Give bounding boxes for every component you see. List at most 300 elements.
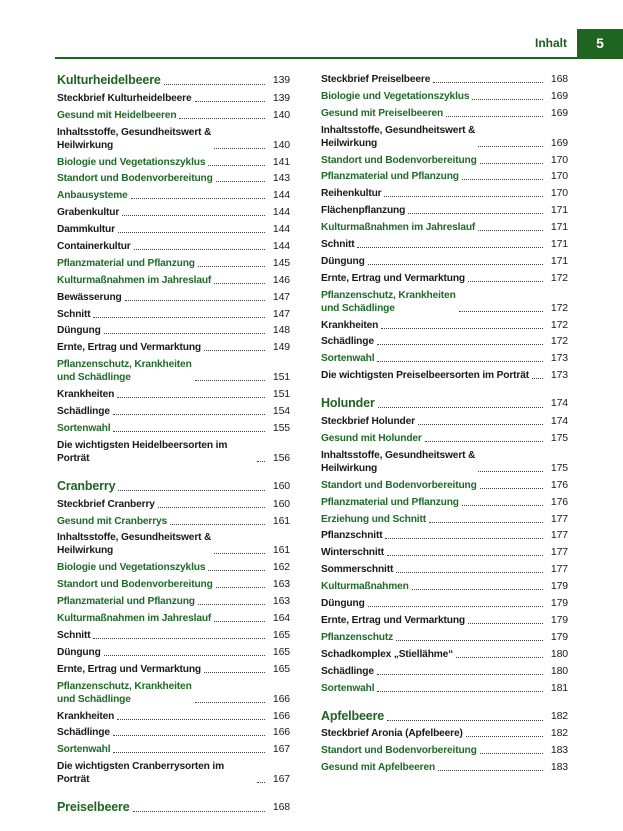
toc-entry-title: Düngung — [321, 255, 365, 267]
toc-entry-page: 140 — [272, 138, 290, 151]
toc-entry-page: 183 — [550, 761, 568, 774]
toc-entry-title: Bewässerung — [57, 291, 122, 303]
section-title: Inhalt — [535, 36, 567, 50]
dot-leader — [396, 572, 543, 573]
dot-leader — [396, 640, 543, 641]
toc-entry-page: 175 — [550, 432, 568, 445]
toc-entry[interactable] — [321, 204, 568, 217]
toc-entry-page: 172 — [550, 318, 568, 331]
toc-entry[interactable] — [57, 710, 290, 723]
toc-entry-page: 163 — [272, 578, 290, 591]
toc-entry-title: Kulturmaßnahmen — [321, 581, 409, 593]
toc-entry-title: Sortenwahl — [321, 682, 375, 694]
toc-entry[interactable] — [57, 405, 290, 418]
toc-entry[interactable] — [321, 496, 568, 509]
toc-entry-page: 147 — [272, 307, 290, 320]
toc-entry-page: 172 — [550, 301, 568, 314]
dot-leader — [134, 249, 265, 250]
toc-entry-title: Schnitt — [57, 629, 91, 641]
toc-entry-page: 154 — [272, 405, 290, 418]
toc-entry-page: 161 — [272, 544, 290, 557]
toc-entry[interactable] — [57, 109, 290, 122]
dot-leader — [377, 674, 543, 675]
toc-entry-page: 140 — [272, 108, 290, 121]
toc-entry[interactable] — [321, 513, 568, 526]
dot-leader — [113, 414, 265, 415]
toc-entry[interactable] — [57, 257, 290, 270]
toc-entry[interactable] — [321, 665, 568, 678]
dot-leader — [214, 553, 265, 554]
toc-entry-title: Pflanzenschutz, Krankheiten und Schädlinge — [57, 680, 192, 705]
toc-entry[interactable] — [57, 743, 290, 756]
toc-entry[interactable] — [57, 760, 290, 786]
toc-entry-page: 181 — [550, 681, 568, 694]
dot-leader — [459, 311, 543, 312]
toc-entry-title: Kulturmaßnahmen im Jahreslauf — [57, 613, 212, 625]
dot-leader — [117, 719, 265, 720]
toc-entry-page: 170 — [550, 187, 568, 200]
toc-entry-title: Dammkultur — [57, 224, 115, 236]
toc-entry-page: 139 — [272, 74, 290, 86]
toc-entry[interactable] — [57, 680, 290, 706]
dot-leader — [104, 655, 265, 656]
dot-leader — [93, 638, 265, 639]
toc-entry[interactable] — [321, 631, 568, 644]
toc-entry-title: Inhaltsstoffe, Gesundheitswert & Heilwirkung — [321, 124, 476, 149]
toc-entry-title: Biologie und Vegetationszyklus — [57, 156, 206, 168]
dot-leader — [412, 589, 543, 590]
toc-entry-title: Inhaltsstoffe, Gesundheitswert & Heilwirkung — [321, 449, 476, 474]
toc-entry-page: 175 — [550, 461, 568, 474]
toc-entry[interactable] — [57, 663, 290, 676]
toc-entry-page: 151 — [272, 388, 290, 401]
toc-entry-title: Pflanzenschutz, Krankheiten und Schädlinge — [57, 359, 192, 384]
toc-entry[interactable] — [57, 92, 290, 105]
toc-entry-page: 168 — [550, 73, 568, 85]
toc-entry[interactable] — [57, 422, 290, 435]
toc-entry-page: 180 — [550, 647, 568, 660]
toc-entry[interactable] — [57, 126, 290, 152]
dot-leader — [377, 344, 543, 345]
toc-entry-page: 167 — [272, 743, 290, 756]
dot-leader — [257, 461, 265, 462]
toc-entry-page: 161 — [272, 514, 290, 527]
toc-entry-page: 148 — [272, 324, 290, 337]
toc-entry-title: Gesund mit Cranberrys — [57, 515, 168, 527]
dot-leader — [387, 555, 543, 556]
toc-entry-page: 147 — [272, 290, 290, 303]
toc-entry-title: Kulturheidelbeere — [57, 73, 161, 87]
toc-entry-page: 149 — [272, 341, 290, 354]
toc-entry-page: 170 — [550, 153, 568, 166]
toc-entry-page: 139 — [272, 91, 290, 104]
toc-entry-title: Sortenwahl — [321, 353, 375, 365]
toc-entry[interactable] — [321, 255, 568, 268]
toc-entry[interactable] — [57, 223, 290, 236]
toc-entry-title: Pflanzmaterial und Pflanzung — [321, 496, 459, 508]
dot-leader — [368, 606, 543, 607]
toc-entry-page: 166 — [272, 692, 290, 705]
toc-entry[interactable] — [321, 648, 568, 661]
dot-leader — [113, 431, 265, 432]
toc-entry-page: 143 — [272, 172, 290, 185]
toc-entry[interactable] — [57, 341, 290, 354]
dot-leader — [480, 488, 543, 489]
toc-entry[interactable] — [321, 529, 568, 542]
toc-entry-title: Schnitt — [57, 308, 91, 320]
dot-leader — [204, 672, 265, 673]
toc-entry[interactable] — [57, 612, 290, 625]
toc-entry-page: 170 — [550, 170, 568, 183]
toc-entry[interactable] — [57, 726, 290, 739]
toc-entry-title: Gesund mit Apfelbeeren — [321, 762, 436, 774]
toc-entry[interactable] — [321, 432, 568, 445]
dot-leader — [438, 770, 543, 771]
toc-entry[interactable] — [57, 515, 290, 528]
toc-entry[interactable] — [321, 479, 568, 492]
toc-entry-page: 171 — [550, 221, 568, 234]
toc-entry-page: 172 — [550, 335, 568, 348]
toc-entry-title: Schädlinge — [57, 727, 110, 739]
toc-entry-title: Gesund mit Holunder — [321, 433, 422, 445]
dot-leader — [408, 213, 543, 214]
toc-entry-page: 179 — [550, 597, 568, 610]
toc-entry[interactable] — [321, 272, 568, 285]
dot-leader — [198, 266, 265, 267]
toc-entry-page: 177 — [550, 546, 568, 559]
toc-entry-title: Steckbrief Preiselbeere — [321, 74, 431, 85]
toc-entry-title: Die wichtigsten Cranberrysorten im Porträt — [57, 761, 224, 786]
dot-leader — [113, 752, 265, 753]
toc-chapter-entry[interactable] — [321, 709, 568, 724]
toc-entry-page: 174 — [550, 415, 568, 428]
toc-entry-page: 179 — [550, 613, 568, 626]
toc-entry-page: 177 — [550, 512, 568, 525]
dot-leader — [208, 570, 265, 571]
toc-entry-page: 169 — [550, 136, 568, 149]
dot-leader — [179, 118, 265, 119]
toc-entry-title: Steckbrief Holunder — [321, 416, 415, 428]
toc-entry[interactable] — [321, 170, 568, 183]
dot-leader — [208, 165, 265, 166]
toc-entry-page: 144 — [272, 223, 290, 236]
toc-entry-title: Gesund mit Heidelbeeren — [57, 109, 177, 121]
toc-entry-page: 182 — [550, 727, 568, 740]
dot-leader — [468, 623, 543, 624]
toc-entry-title: Düngung — [57, 325, 101, 337]
toc-entry[interactable] — [321, 90, 568, 103]
toc-entry-title: Inhaltsstoffe, Gesundheitswert & Heilwirkung — [57, 126, 212, 151]
toc-entry-page: 162 — [272, 561, 290, 574]
toc-entry-title: Standort und Bodenvorbereitung — [57, 173, 213, 185]
toc-entry-title: Schadkomplex „Stiellähme“ — [321, 648, 454, 660]
toc-entry[interactable] — [57, 324, 290, 337]
dot-leader — [93, 317, 265, 318]
toc-entry-title: Standort und Bodenvorbereitung — [57, 579, 213, 591]
dot-leader — [478, 471, 543, 472]
dot-leader — [214, 283, 265, 284]
toc-entry[interactable] — [321, 221, 568, 234]
dot-leader — [446, 116, 543, 117]
toc-entry-title: Biologie und Vegetationszyklus — [57, 562, 206, 574]
toc-entry-title: Pflanzmaterial und Pflanzung — [57, 596, 195, 608]
toc-entry-title: Ernte, Ertrag und Vermarktung — [57, 342, 201, 354]
toc-entry[interactable] — [57, 206, 290, 219]
dot-leader — [425, 441, 543, 442]
dot-leader — [216, 587, 265, 588]
toc-entry-title: Preiselbeere — [57, 800, 130, 815]
toc-entry[interactable] — [57, 498, 290, 511]
toc-entry[interactable] — [321, 744, 568, 757]
dot-leader — [378, 407, 543, 408]
dot-leader — [195, 380, 265, 381]
toc-entry[interactable] — [57, 358, 290, 384]
toc-entry-title: Krankheiten — [57, 389, 115, 401]
toc-entry[interactable] — [321, 761, 568, 774]
dot-leader — [385, 538, 543, 539]
toc-entry[interactable] — [321, 415, 568, 428]
toc-chapter-entry[interactable] — [57, 73, 290, 88]
dot-leader — [195, 101, 265, 102]
toc-entry-title: Containerkultur — [57, 241, 131, 253]
toc-entry[interactable] — [57, 308, 290, 321]
toc-entry[interactable] — [321, 154, 568, 167]
toc-entry-page: 166 — [272, 726, 290, 739]
toc-entry-page: 166 — [272, 709, 290, 722]
toc-entry-title: Düngung — [57, 646, 101, 658]
dot-leader — [257, 782, 265, 783]
dot-leader — [456, 657, 543, 658]
toc-entry-title: Kulturmaßnahmen im Jahreslauf — [57, 274, 212, 286]
toc-entry-title: Ernte, Ertrag und Vermarktung — [321, 614, 465, 626]
toc-entry-title: Pflanzenschutz — [321, 631, 394, 643]
dot-leader — [433, 82, 543, 83]
toc-entry[interactable] — [57, 189, 290, 202]
toc-entry-title: Biologie und Vegetationszyklus — [321, 90, 470, 102]
toc-entry-page: 177 — [550, 529, 568, 542]
toc-entry-title: Anbausysteme — [57, 190, 128, 202]
toc-entry-title: Schnitt — [321, 239, 355, 251]
toc-entry-title: Steckbrief Kulturheidelbeere — [57, 92, 192, 104]
toc-entry[interactable] — [321, 614, 568, 627]
toc-chapter-entry[interactable] — [57, 479, 290, 494]
toc-entry[interactable] — [57, 629, 290, 642]
toc-entry-title: Krankheiten — [321, 319, 379, 331]
dot-leader — [368, 264, 543, 265]
toc-entry-page: 167 — [272, 773, 290, 786]
dot-leader — [216, 181, 265, 182]
toc-entry[interactable] — [57, 439, 290, 465]
toc-entry-title: Schädlinge — [321, 336, 374, 348]
dot-leader — [418, 424, 543, 425]
dot-leader — [198, 604, 265, 605]
dot-leader — [387, 720, 543, 721]
toc-entry[interactable] — [57, 388, 290, 401]
toc-entry-page: 171 — [550, 204, 568, 217]
toc-entry[interactable] — [321, 124, 568, 150]
toc-entry-page: 164 — [272, 612, 290, 625]
dot-leader — [480, 163, 543, 164]
toc-entry-title: Düngung — [321, 598, 365, 610]
dot-leader — [158, 507, 265, 508]
toc-entry-page: 163 — [272, 595, 290, 608]
toc-entry[interactable] — [57, 561, 290, 574]
toc-entry-title: Reihenkultur — [321, 188, 382, 200]
dot-leader — [125, 300, 265, 301]
page-number: 5 — [596, 35, 604, 51]
dot-leader — [104, 333, 265, 334]
toc-entry[interactable] — [57, 156, 290, 169]
toc-entry-title: Pflanzmaterial und Pflanzung — [57, 257, 195, 269]
toc-entry[interactable] — [57, 646, 290, 659]
toc-entry-title: Ernte, Ertrag und Vermarktung — [321, 272, 465, 284]
toc-entry-page: 179 — [550, 580, 568, 593]
toc-entry[interactable] — [57, 291, 290, 304]
toc-entry-title: Erziehung und Schnitt — [321, 513, 426, 525]
toc-entry-page: 171 — [550, 254, 568, 267]
toc-entry-title: Flächenpflanzung — [321, 205, 406, 217]
toc-chapter-entry[interactable] — [57, 800, 290, 815]
toc-entry[interactable] — [321, 187, 568, 200]
toc-entry[interactable] — [321, 73, 568, 86]
header-divider — [55, 57, 623, 59]
toc-entry-title: Kulturmaßnahmen im Jahreslauf — [321, 222, 476, 234]
toc-entry-page: 172 — [550, 271, 568, 284]
toc-entry[interactable] — [321, 563, 568, 576]
toc-entry-page: 145 — [272, 256, 290, 269]
toc-entry-page: 177 — [550, 563, 568, 576]
dot-leader — [133, 811, 265, 812]
toc-entry[interactable] — [321, 335, 568, 348]
toc-entry-title: Sortenwahl — [57, 744, 111, 756]
toc-entry-page: 160 — [272, 479, 290, 492]
toc-entry-page: 144 — [272, 206, 290, 219]
toc-entry-page: 171 — [550, 238, 568, 251]
toc-entry[interactable] — [321, 682, 568, 695]
toc-entry-title: Sommerschnitt — [321, 564, 394, 576]
dot-leader — [377, 361, 543, 362]
toc-entry-page: 173 — [550, 369, 568, 382]
toc-entry-title: Standort und Bodenvorbereitung — [321, 745, 477, 757]
toc-entry-page: 160 — [272, 497, 290, 510]
toc-chapter-entry[interactable] — [321, 396, 568, 411]
toc-entry-page: 179 — [550, 630, 568, 643]
page-number-tab — [577, 29, 623, 57]
toc-entry-page: 146 — [272, 273, 290, 286]
toc-entry-page: 183 — [550, 744, 568, 757]
dot-leader — [381, 328, 543, 329]
dot-leader — [118, 232, 265, 233]
toc-entry[interactable] — [321, 580, 568, 593]
toc-entry-page: 144 — [272, 189, 290, 202]
toc-entry[interactable] — [321, 319, 568, 332]
toc-entry-page: 168 — [272, 801, 290, 814]
toc-entry-title: Steckbrief Cranberry — [57, 498, 155, 510]
toc-entry-page: 176 — [550, 478, 568, 491]
toc-entry-page: 176 — [550, 495, 568, 508]
toc-right-column — [321, 73, 568, 774]
toc-entry-page: 174 — [550, 397, 568, 410]
dot-leader — [113, 735, 265, 736]
toc-entry-title: Apfelbeere — [321, 708, 385, 723]
toc-entry-title: Pflanzschnitt — [321, 530, 383, 542]
toc-entry[interactable] — [321, 369, 568, 382]
dot-leader — [478, 146, 543, 147]
toc-entry-title: Gesund mit Preiselbeeren — [321, 107, 444, 119]
dot-leader — [468, 281, 543, 282]
toc-entry[interactable] — [321, 449, 568, 475]
toc-entry[interactable] — [57, 274, 290, 287]
toc-entry-title: Die wichtigsten Preiselbeersorten im Porträt — [321, 370, 529, 382]
dot-leader — [472, 99, 543, 100]
toc-entry-page: 144 — [272, 240, 290, 253]
toc-entry[interactable] — [321, 289, 568, 315]
toc-entry-page: 141 — [272, 155, 290, 168]
toc-entry[interactable] — [321, 597, 568, 610]
toc-entry-page: 165 — [272, 628, 290, 641]
toc-entry-title: Die wichtigsten Heidelbeersorten im Porträt — [57, 439, 228, 464]
dot-leader — [131, 198, 265, 199]
toc-entry-page: 182 — [550, 709, 568, 722]
toc-entry-page: 169 — [550, 89, 568, 102]
dot-leader — [164, 84, 265, 85]
toc-entry[interactable] — [321, 546, 568, 559]
dot-leader — [214, 621, 265, 622]
dot-leader — [214, 148, 265, 149]
toc-entry[interactable] — [57, 172, 290, 185]
toc-entry-title: Standort und Bodenvorbereitung — [321, 479, 477, 491]
dot-leader — [122, 215, 265, 216]
dot-leader — [532, 378, 543, 379]
toc-entry-title: Winterschnitt — [321, 547, 385, 559]
toc-entry-title: Pflanzmaterial und Pflanzung — [321, 171, 459, 183]
toc-entry-page: 169 — [550, 106, 568, 119]
toc-entry-title: Schädlinge — [57, 406, 110, 418]
dot-leader — [377, 691, 543, 692]
toc-entry-page: 151 — [272, 371, 290, 384]
toc-entry-page: 165 — [272, 662, 290, 675]
toc-entry-page: 156 — [272, 451, 290, 464]
toc-entry-page: 165 — [272, 645, 290, 658]
dot-leader — [480, 753, 543, 754]
toc-entry-title: Krankheiten — [57, 710, 115, 722]
dot-leader — [195, 702, 265, 703]
toc-entry-title: Pflanzenschutz, Krankheiten und Schädlinge — [321, 289, 456, 314]
toc-entry-title: Inhaltsstoffe, Gesundheitswert & Heilwirkung — [57, 532, 212, 557]
toc-entry-title: Standort und Bodenvorbereitung — [321, 154, 477, 166]
toc-entry[interactable] — [57, 531, 290, 557]
toc-entry-title: Holunder — [321, 396, 375, 411]
toc-entry-page: 155 — [272, 421, 290, 434]
toc-entry-title: Grabenkultur — [57, 207, 120, 219]
toc-entry-title: Ernte, Ertrag und Vermarktung — [57, 663, 201, 675]
toc-entry-title: Schädlinge — [321, 665, 374, 677]
dot-leader — [384, 196, 543, 197]
toc-entry[interactable] — [57, 578, 290, 591]
dot-leader — [478, 230, 543, 231]
toc-entry[interactable] — [321, 352, 568, 365]
toc-entry[interactable] — [321, 727, 568, 740]
dot-leader — [429, 522, 543, 523]
toc-left-column — [57, 73, 290, 815]
toc-entry[interactable] — [57, 595, 290, 608]
toc-entry[interactable] — [321, 238, 568, 251]
dot-leader — [118, 490, 265, 491]
toc-entry-title: Steckbrief Aronia (Apfelbeere) — [321, 728, 463, 740]
toc-entry[interactable] — [57, 240, 290, 253]
toc-entry[interactable] — [321, 107, 568, 120]
toc-entry-page: 173 — [550, 352, 568, 365]
